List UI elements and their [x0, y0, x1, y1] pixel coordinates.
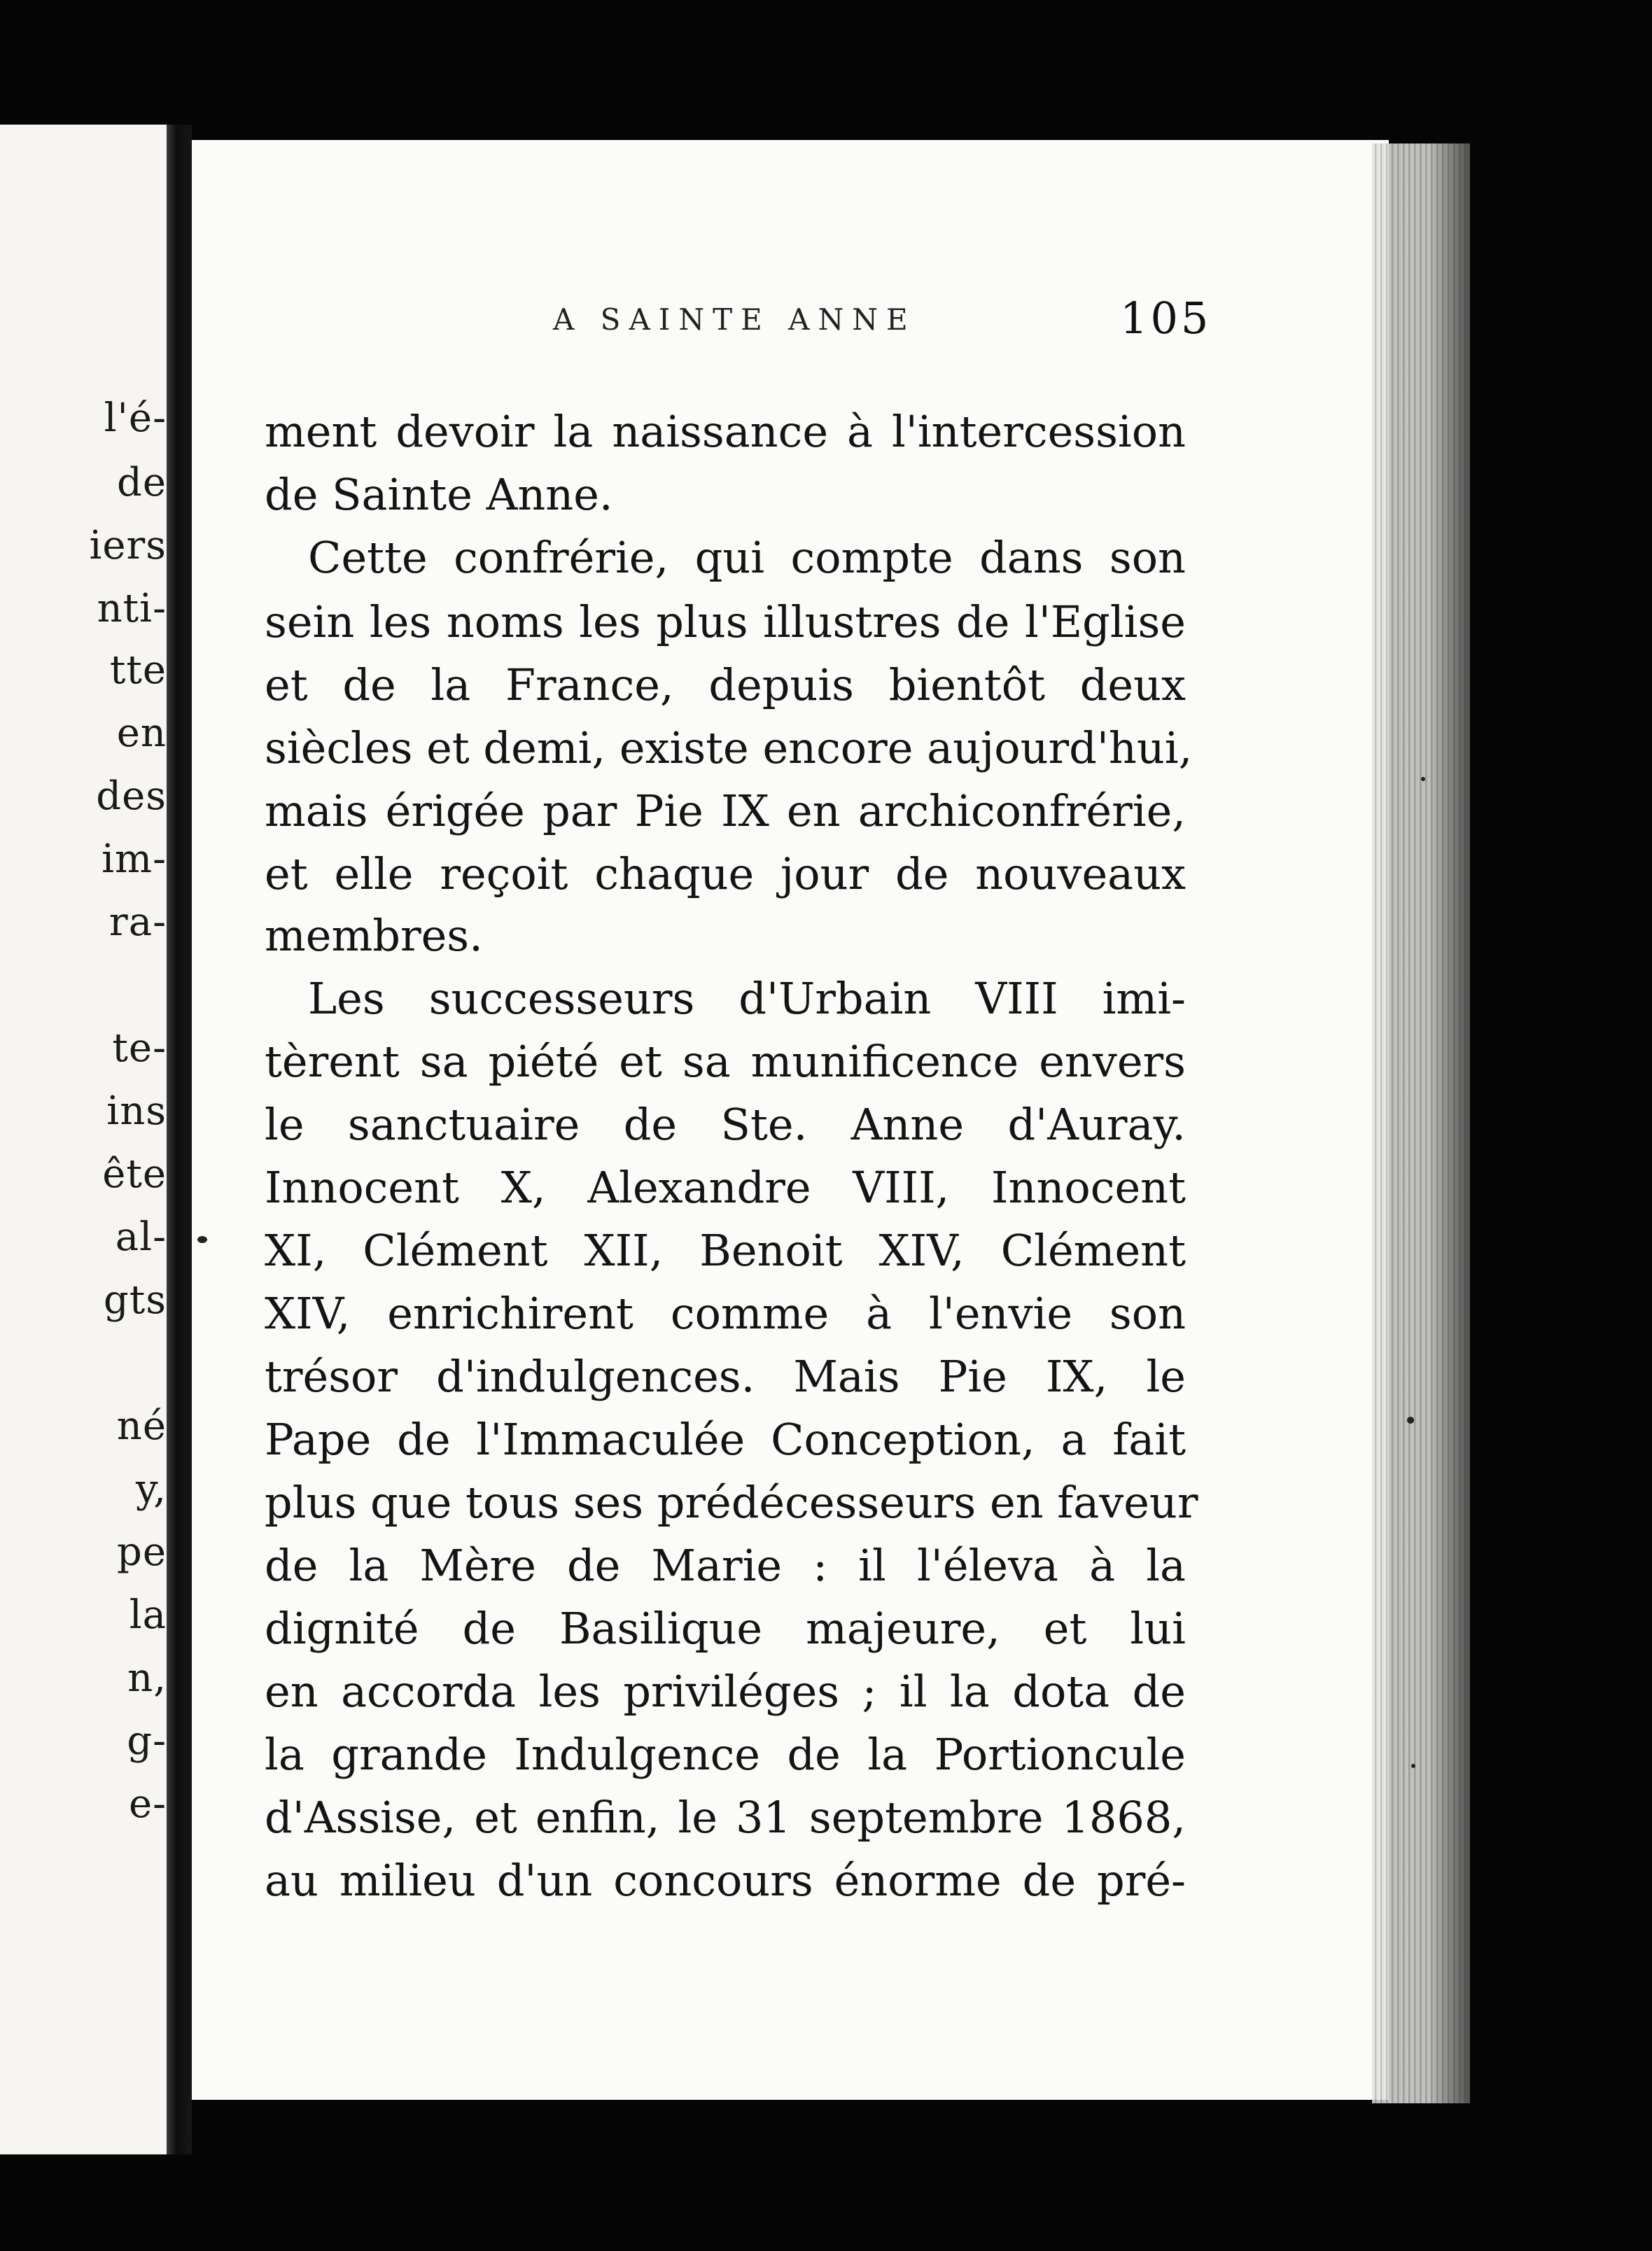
left-fragment: de [117, 460, 167, 505]
body-line: mais érigée par Pie IX en archiconfrérie, [265, 785, 1186, 836]
left-fragment: la [129, 1592, 167, 1638]
left-fragment: iers [89, 523, 167, 568]
left-fragment: n, [127, 1655, 167, 1701]
left-fragment: g- [127, 1718, 167, 1764]
left-fragment: ête [102, 1151, 167, 1197]
page-edges [1372, 143, 1470, 2103]
body-line: ment devoir la naissance à l'intercession [265, 406, 1186, 457]
body-line: en accorda les priviléges ; il la dota de [265, 1666, 1186, 1717]
body-line: sein les noms les plus illustres de l'Eglise [265, 596, 1186, 647]
left-fragment: im- [102, 836, 167, 882]
body-line: et elle reçoit chaque jour de nouveaux [265, 848, 1186, 899]
scan-speck [1407, 1417, 1414, 1424]
body-line: XI, Clément XII, Benoit XIV, Clément [265, 1225, 1186, 1276]
body-line: dignité de Basilique majeure, et lui [265, 1603, 1186, 1654]
left-fragment: en [116, 710, 167, 756]
left-fragment: des [96, 773, 167, 819]
body-line: plus que tous ses prédécesseurs en faveur [265, 1477, 1198, 1528]
left-fragment: y, [136, 1466, 167, 1512]
scan-speck [1421, 777, 1425, 781]
left-fragment: l'é- [104, 395, 167, 441]
page-number: 105 [1120, 293, 1212, 344]
left-fragment: te- [112, 1025, 167, 1071]
left-fragment: gts [103, 1277, 167, 1323]
running-head: A SAINTE ANNE [553, 302, 916, 337]
left-page [0, 125, 167, 2154]
body-line: Cette confrérie, qui compte dans son [308, 532, 1186, 583]
body-line: XIV, enrichirent comme à l'envie son [265, 1288, 1186, 1339]
book-gutter [167, 125, 192, 2154]
body-line: au milieu d'un concours énorme de pré- [265, 1855, 1186, 1906]
body-line: Innocent X, Alexandre VIII, Innocent [265, 1162, 1186, 1213]
body-line: Les successeurs d'Urbain VIII imi- [308, 973, 1186, 1024]
body-line: membres. [265, 910, 483, 961]
left-fragment: pe [117, 1529, 167, 1575]
body-line: et de la France, depuis bientôt deux [265, 659, 1186, 710]
body-line: le sanctuaire de Ste. Anne d'Auray. [265, 1099, 1186, 1150]
body-line: tèrent sa piété et sa munificence envers [265, 1036, 1186, 1087]
body-line: siècles et demi, existe encore aujourd'hui, [265, 722, 1193, 773]
left-fragment: né [116, 1403, 167, 1449]
left-fragment: al- [115, 1214, 167, 1260]
scan-speck [1411, 1764, 1415, 1768]
left-fragment: ra- [108, 899, 167, 945]
left-fragment: nti- [97, 586, 167, 631]
body-line: trésor d'indulgences. Mais Pie IX, le [265, 1351, 1186, 1402]
left-fragment: ins [106, 1088, 167, 1134]
body-line: d'Assise, et enfin, le 31 septembre 1868, [265, 1792, 1186, 1843]
body-line: la grande Indulgence de la Portioncule [265, 1729, 1186, 1780]
body-line: de Sainte Anne. [265, 469, 613, 520]
scan-speck [197, 1236, 207, 1243]
body-line: Pape de l'Immaculée Conception, a fait [265, 1414, 1186, 1465]
left-fragment: e- [128, 1781, 167, 1827]
body-line: de la Mère de Marie : il l'éleva à la [265, 1540, 1186, 1591]
left-fragment: tte [109, 647, 167, 693]
